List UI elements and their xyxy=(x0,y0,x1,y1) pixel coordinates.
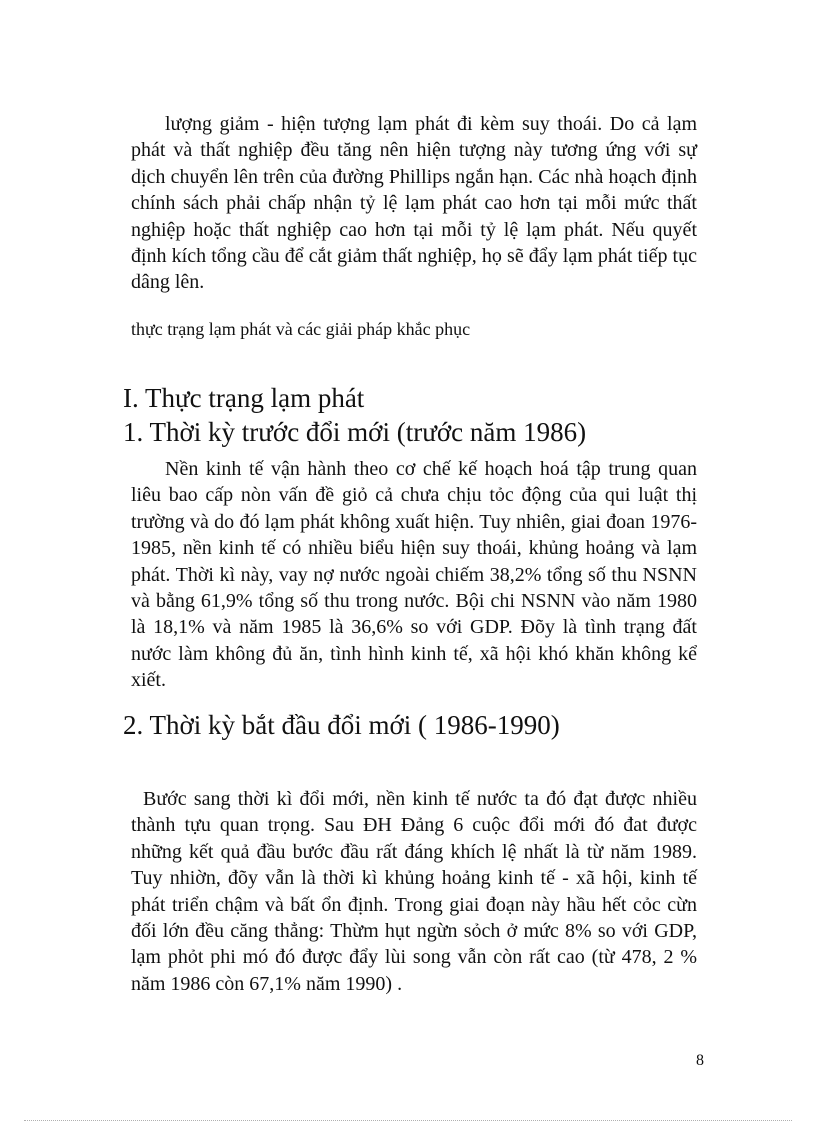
early-reform-paragraph: Bước sang thời kì đổi mới, nền kinh tế nước ta đó đạt được nhiều thành tựu quan trọng. Sau ĐH Đảng 6 cuộc đổi mới đó đat được những kết quả đầu bước đầu rất đáng khích lệ nhất là từ năm 1989. Tuy nhiờn, đõy vẫn là thời kì khủng hoảng kinh tế - xã hội, kinh tế phát triển chậm và bất ổn định. Trong giai đoạn này hầu hết cỏc cừn đối lớn đều căng thẳng: Thừm hụt ngừn sỏch ở mức 8% so với GDP, lạm phỏt phi mó đó được đẩy lùi song vẫn còn rất cao (từ 478, 2 % năm 1986 còn 67,1% năm 1990) . xyxy=(131,788,697,995)
page-bottom-divider xyxy=(24,1120,792,1121)
page-number: 8 xyxy=(696,1052,704,1069)
subsection-heading-early-reform: 2. Thời kỳ bắt đầu đổi mới ( 1986-1990) xyxy=(123,710,560,740)
section-heading: I. Thực trạng lạm phát xyxy=(123,383,365,413)
topic-line: thực trạng lạm phát và các giải pháp khắc phục xyxy=(131,319,471,339)
intro-paragraph: lượng giảm - hiện tượng lạm phát đi kèm suy thoái. Do cả lạm phát và thất nghiệp đều tăng nên hiện tượng này tương ứng với sự dịch chuyển lên trên của đường Phillips ngắn hạn. Các nhà hoạch định chính sách phải chấp nhận tỷ lệ lạm phát cao hơn tại mỗi mức thất nghiệp hoặc thất nghiệp cao hơn tại mỗi tỷ lệ lạm phát. Nếu quyết định kích tổng cầu để cắt giảm thất nghiệp, họ sẽ đẩy lạm phát tiếp tục dâng lên. xyxy=(131,113,697,294)
pre-reform-paragraph: Nền kinh tế vận hành theo cơ chế kế hoạch hoá tập trung quan liêu bao cấp nòn vấn đề giỏ cả chưa chịu tỏc động của qui luật thị trường và do đó lạm phát không xuất hiện. Tuy nhiên, giai đoan 1976- 1985, nền kinh tế có nhiều biểu hiện suy thoái, khủng hoảng và lạm phát. Thời kì này, vay nợ nước ngoài chiếm 38,2% tổng số thu NSNN và bằng 61,9% tổng số thu trong nước. Bội chi NSNN vào năm 1980 là 18,1% và năm 1985 là 36,6% so với GDP. Đõy là tình trạng đất nước làm không đủ ăn, tình hình kinh tế, xã hội khó khăn không kể xiết. xyxy=(131,458,697,692)
subsection-heading-pre-reform: 1. Thời kỳ trước đổi mới (trước năm 1986) xyxy=(123,417,587,447)
